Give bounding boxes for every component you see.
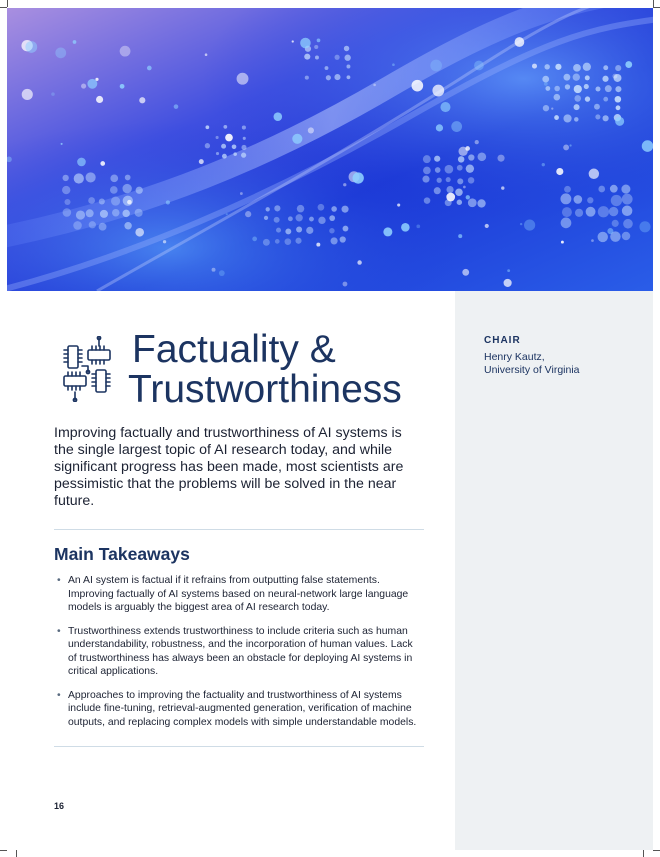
bokeh-dot [591,239,594,242]
bokeh-dot [616,105,621,110]
bokeh-dot [457,178,463,184]
bokeh-dot [81,83,86,88]
bokeh-dot [455,189,463,197]
bokeh-dot [343,226,349,232]
bokeh-dot [507,269,510,272]
bokeh-dot [424,197,431,204]
bokeh-dot [285,238,292,245]
bokeh-dot [314,45,318,49]
bokeh-dot [485,224,489,228]
bokeh-dot [573,74,580,81]
bokeh-dot [563,144,569,150]
bokeh-dot [457,200,462,205]
bokeh-dot [437,178,442,183]
bokeh-dot [477,199,485,207]
bokeh-dot [584,84,589,89]
bokeh-dot [598,206,609,217]
bokeh-dot [574,95,581,102]
bokeh-dot [569,144,571,146]
bokeh-dot [296,226,302,232]
crop-mark [653,850,660,851]
bokeh-dot [288,216,293,221]
bokeh-dot [561,218,572,229]
title-line-2: Trustworthiness [128,368,402,411]
bokeh-dot [357,260,361,264]
bokeh-dot [563,114,571,122]
bokeh-dot [63,208,72,217]
bokeh-dot [334,74,340,80]
bokeh-dot [622,206,633,217]
bokeh-dot [241,153,246,158]
bokeh-dot [474,61,484,71]
bokeh-dot [240,192,243,195]
bokeh-dot [96,96,103,103]
bokeh-dot [95,78,98,81]
bokeh-dot [275,239,280,244]
bokeh-dot [316,243,320,247]
bokeh-dot [199,159,204,164]
takeaways-heading: Main Takeaways [54,544,190,564]
bokeh-dot [621,185,630,194]
bokeh-dot [504,279,512,287]
bokeh-dot [594,104,600,110]
bokeh-dot [560,193,571,204]
bokeh-dot [383,227,392,236]
bokeh-dot [602,76,608,82]
bokeh-dot [331,237,338,244]
bokeh-dot [401,223,410,232]
bokeh-dot [147,66,152,71]
bokeh-dot [440,102,450,112]
bokeh-dot [62,175,68,181]
bokeh-dot [99,223,107,231]
bokeh-dot [124,222,131,229]
bokeh-dot [622,194,633,205]
bokeh-dot [353,172,364,183]
bokeh-dot [446,186,453,193]
bokeh-dot [615,65,621,71]
bokeh-dot [551,108,553,110]
bokeh-dot [595,87,600,92]
bokeh-dot [317,39,321,43]
bokeh-dot [74,173,84,183]
bokeh-dot [573,64,581,72]
bokeh-dot [562,207,572,217]
bokeh-dot [457,165,463,171]
bokeh-dot [315,56,319,60]
bokeh-dot [292,40,294,42]
bokeh-dot [309,217,314,222]
bokeh-dot [318,204,325,211]
bokeh-dot [615,86,621,92]
bokeh-dot [274,112,283,121]
bokeh-dot [586,207,596,217]
chair-name: Henry Kautz, [484,351,545,363]
bokeh-dot [22,89,33,100]
crop-mark [653,7,660,8]
bokeh-dot [445,165,454,174]
bokeh-dot [430,60,442,72]
bokeh-dot [233,152,237,156]
list-item [54,625,424,679]
bullet-icon: • [57,689,61,701]
bokeh-dot [241,145,246,150]
bokeh-dot [583,63,591,71]
takeaways-list [54,574,424,739]
page-title [128,330,402,410]
bokeh-dot [598,186,605,193]
bokeh-dot [554,86,560,92]
bokeh-dot [435,167,441,173]
bokeh-dot [329,215,335,221]
bokeh-dot [589,169,599,179]
bokeh-dot [206,125,210,129]
bokeh-dot [478,152,487,161]
bokeh-dot [343,183,346,186]
bokeh-dot [434,187,441,194]
bokeh-dot [524,219,535,230]
bokeh-dot [564,186,571,193]
crop-mark [7,0,8,7]
bokeh-dot [205,53,208,56]
bokeh-dot [412,80,424,92]
intro-paragraph: Improving factually and trustworthiness of AI systems is the single largest topic of AI research today, and while significant progress has been made, most scientists are pessimistic that the problems will be solved in the near future. [54,425,404,509]
bokeh-dot [223,125,227,129]
bokeh-dot [422,176,429,183]
bokeh-dot [397,203,400,206]
chair-info [484,351,580,377]
bokeh-dot [532,64,537,69]
bokeh-dot [226,213,228,215]
bokeh-dot [219,270,225,276]
list-item-text: An AI system is factual if it refrains from outputting false statements. Improving factually of AI systems based on neural-network large language models is arguably the biggest area of AI research today. [68,575,409,613]
bokeh-dot [423,155,431,163]
bokeh-dot [609,207,618,216]
bokeh-dot [263,239,270,246]
bokeh-dot [392,63,395,66]
bokeh-dot [542,163,545,166]
list-item [54,574,424,615]
bokeh-dot [611,195,622,206]
bokeh-dot [86,172,96,182]
bokeh-dot [544,64,549,69]
bokeh-dot [574,85,582,93]
bokeh-dot [331,206,337,212]
circuit-chips-icon [62,336,112,402]
bullet-icon: • [57,625,61,637]
bokeh-dot [325,66,329,70]
bokeh-dot [73,40,77,44]
bokeh-dot [100,161,105,166]
bokeh-dot [468,177,475,184]
bokeh-dot [135,209,143,217]
bokeh-dot [292,134,302,144]
bokeh-dot [565,84,570,89]
bokeh-dot [423,167,431,175]
bokeh-dot [554,115,559,120]
bokeh-dot [112,209,120,217]
bokeh-dot [543,105,549,111]
bokeh-dot [458,156,465,163]
bokeh-dot [329,228,334,233]
bokeh-dot [585,96,590,101]
bokeh-dot [308,127,314,133]
crop-mark [643,850,644,857]
bokeh-dot [73,221,82,230]
bokeh-dot [61,143,63,145]
bokeh-dot [139,97,145,103]
bokeh-dot [295,214,302,221]
bokeh-dot [574,104,580,110]
bokeh-dot [245,211,251,217]
bokeh-dot [622,232,631,241]
bokeh-dot [436,124,443,131]
bokeh-dot [575,209,583,217]
hero-image [7,8,653,291]
bokeh-dot [642,140,653,152]
bokeh-dot [585,75,590,80]
bokeh-dot [451,121,462,132]
bokeh-dot [432,85,444,97]
bokeh-dot [88,197,95,204]
bokeh-dot [587,197,593,203]
bokeh-dot [205,143,210,148]
bokeh-dot [237,73,249,85]
bokeh-dot [99,198,105,204]
bokeh-dot [216,152,219,155]
bokeh-dot [343,282,348,287]
bokeh-dot [305,76,309,80]
bokeh-dot [110,175,118,183]
bokeh-dot [446,193,455,202]
bullet-icon: • [57,575,61,586]
bokeh-dot [468,154,474,160]
bokeh-dot [475,140,479,144]
bokeh-dot [221,144,226,149]
bokeh-dot [544,82,548,86]
bokeh-dot [318,217,325,224]
list-item-text: Trustworthiness extends trustworthiness to include criteria such as human understandability, robustness, and the incorporation of human values. Lack of trustworthiness has always been an obstacle for deploying AI systems in critical applications. [68,625,413,677]
bokeh-dot [373,84,376,87]
bokeh-dot [341,206,348,213]
bokeh-dot [326,75,331,80]
bokeh-dot [110,186,118,194]
bokeh-dot [554,94,561,101]
bokeh-dot [100,210,108,218]
bokeh-dot [51,92,55,96]
bokeh-dot [598,232,608,242]
crop-mark [0,850,7,851]
bokeh-dot [542,76,549,83]
bokeh-dot [466,164,474,172]
bokeh-dot [127,200,132,205]
bokeh-dot [122,210,129,217]
bokeh-dot [276,228,281,233]
bokeh-dot [612,220,619,227]
bokeh-dot [344,46,349,51]
bokeh-dot [216,136,219,139]
bokeh-dot [89,221,96,228]
bokeh-dot [264,216,268,220]
bokeh-dot [610,185,618,193]
bokeh-dot [243,137,246,140]
title-line-1: Factuality & [132,328,336,371]
bokeh-dot [416,224,420,228]
bokeh-dot [497,155,504,162]
divider-bottom [54,746,424,747]
bokeh-dot [297,205,304,212]
bokeh-dot [77,158,86,167]
bokeh-dot [340,236,346,242]
bokeh-dot [463,186,466,189]
bokeh-dot [120,46,131,57]
bokeh-dot [612,74,617,79]
bokeh-dot [520,223,522,225]
bokeh-dot [64,199,70,205]
bokeh-dot [603,97,608,102]
bokeh-dot [304,54,310,60]
bokeh-dot [212,268,216,272]
list-item-text: Approaches to improving the factuality and trustworthiness of AI systems include fine-tuning, retrieval-augmented generation, verification of machine outputs, and replacing complex models with simple understandable models. [68,689,417,728]
bokeh-dot [465,146,470,151]
bokeh-dot [458,234,462,238]
bokeh-dot [346,65,350,69]
bokeh-dot [163,240,166,243]
bokeh-dot [347,75,351,79]
bokeh-dot [561,241,564,244]
bokeh-dot [225,134,233,142]
bokeh-dot [625,61,632,68]
bokeh-dot [274,205,280,211]
bokeh-dot [639,221,650,232]
chair-affiliation: University of Virginia [484,364,580,376]
bokeh-dot [615,96,622,103]
crop-mark [653,0,654,7]
bokeh-dot [86,209,94,217]
bokeh-dot [574,117,579,122]
bokeh-dot [252,237,257,242]
bokeh-dot [136,187,143,194]
bokeh-dot [615,117,624,126]
bokeh-dot [462,269,469,276]
bokeh-dot [76,210,85,219]
bokeh-dot [501,186,504,189]
bokeh-dot [300,38,311,49]
bokeh-dot [285,229,291,235]
bokeh-dot [607,228,613,234]
crop-mark [16,850,17,857]
bokeh-dot [574,195,583,204]
bokeh-dot [605,85,612,92]
bokeh-dot [434,156,440,162]
bokeh-dot [25,41,37,53]
page-number: 16 [54,801,65,811]
bokeh-dot [55,47,66,58]
bokeh-dot [166,200,170,204]
bokeh-dot [556,168,563,175]
bokeh-dot [242,125,246,129]
bokeh-dot [125,175,131,181]
bokeh-dot [120,84,125,89]
bokeh-dot [274,217,280,223]
bokeh-dot [564,74,571,81]
bokeh-dot [122,184,131,193]
bokeh-dot [306,227,313,234]
bokeh-dot [603,115,609,121]
crop-mark [0,7,7,8]
bokeh-dot [232,144,237,149]
divider-top [54,529,424,530]
bokeh-dot [555,64,561,70]
bokeh-dot [623,219,633,229]
bokeh-dot [595,114,600,119]
bokeh-dot [515,37,525,47]
bokeh-dot [222,154,227,159]
list-item [54,689,424,730]
bokeh-dot [174,104,179,109]
bokeh-dot [468,198,477,207]
bokeh-dot [466,195,470,199]
bokeh-dot [135,228,144,237]
bokeh-dot [62,186,70,194]
bokeh-dot [446,177,451,182]
bokeh-dot [545,86,550,91]
bokeh-dot [295,238,301,244]
bokeh-dot [603,65,608,70]
chair-label: CHAIR [484,335,521,346]
bokeh-dot [335,55,340,60]
bokeh-dot [111,197,120,206]
bokeh-dot [344,55,350,61]
bokeh-dot [266,207,270,211]
